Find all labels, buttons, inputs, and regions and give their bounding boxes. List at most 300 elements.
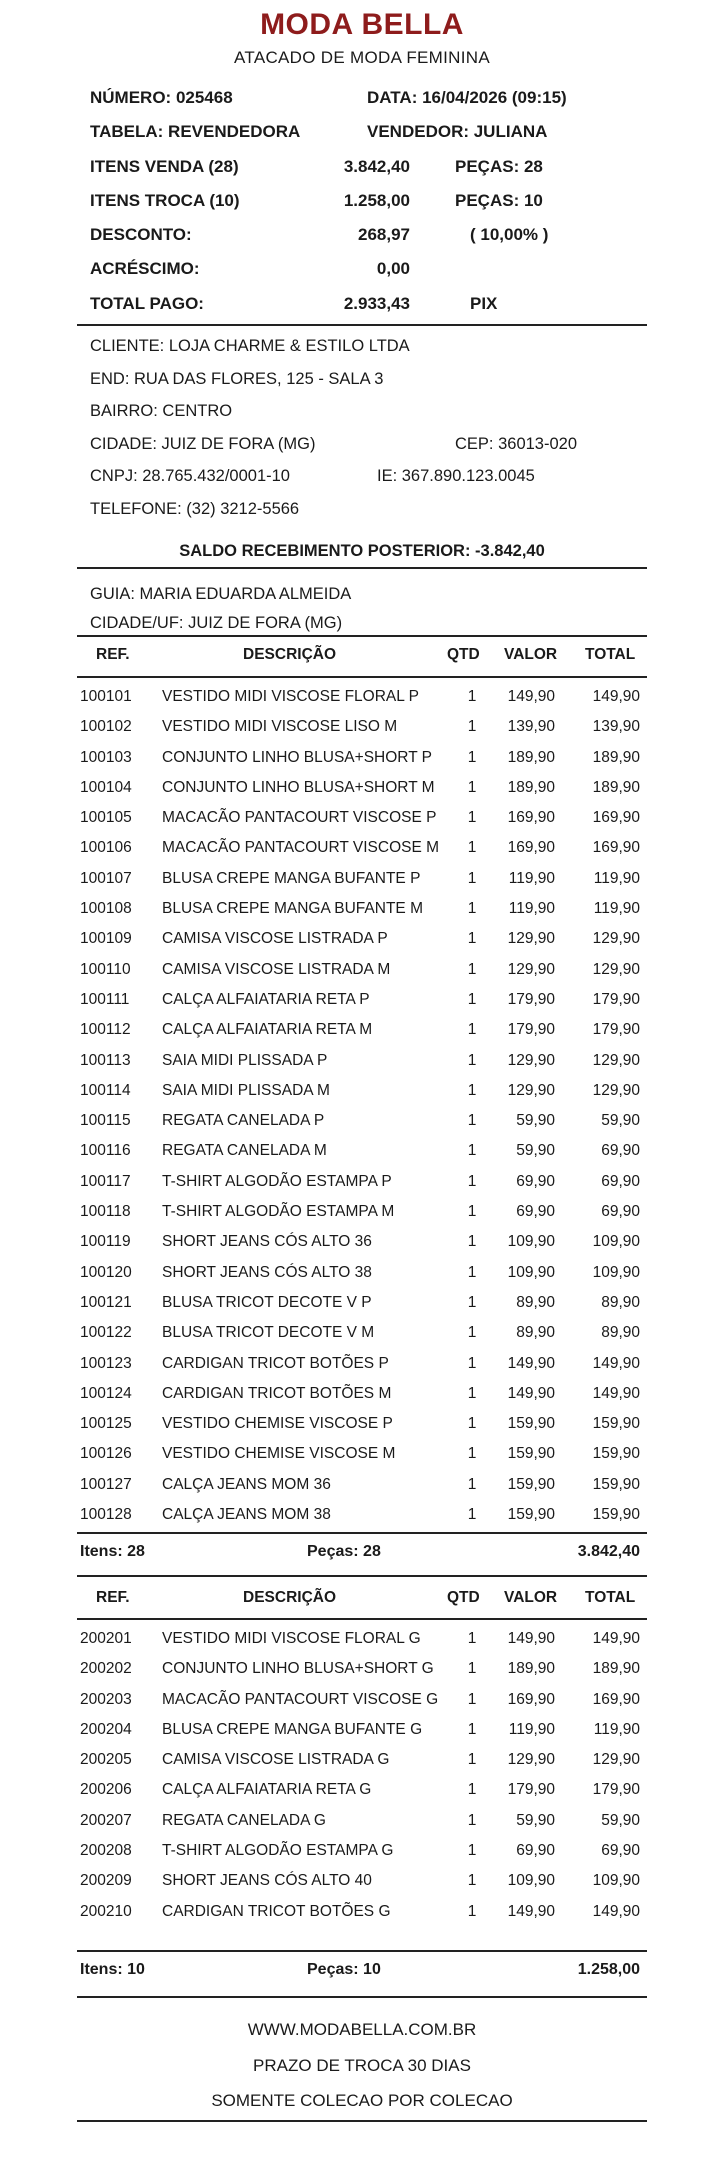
item-value: 109,90 <box>507 1233 555 1251</box>
customer-row <box>90 399 650 432</box>
item-ref: 100125 <box>80 1415 132 1433</box>
item-ref: 200209 <box>80 1872 132 1890</box>
sales-summary-total: 3.842,40 <box>577 1543 640 1560</box>
item-total: 119,90 <box>593 900 640 918</box>
divider <box>77 1618 647 1620</box>
item-value: 129,90 <box>507 1751 555 1769</box>
table-row <box>77 803 647 833</box>
order-date: DATA: 16/04/2026 (09:15) <box>367 88 567 107</box>
store-tagline: ATACADO DE MODA FEMININA <box>234 48 490 67</box>
item-description: CARDIGAN TRICOT BOTÕES P <box>162 1354 389 1372</box>
footer <box>0 2012 724 2119</box>
item-qtd: 1 <box>467 1872 477 1890</box>
item-value: 169,90 <box>507 809 555 827</box>
item-value: 149,90 <box>507 1354 555 1372</box>
exchange-pieces: PEÇAS: 10 <box>455 190 543 210</box>
divider <box>77 324 647 326</box>
table-row <box>77 1167 647 1197</box>
item-total: 129,90 <box>592 960 640 978</box>
table-row <box>77 1409 647 1439</box>
column-description: DESCRIÇÃO <box>243 1589 337 1606</box>
item-total: 159,90 <box>592 1445 640 1463</box>
item-qtd: 1 <box>467 1690 477 1708</box>
item-value: 89,90 <box>516 1324 555 1342</box>
divider <box>77 676 647 678</box>
guide-info <box>90 580 650 638</box>
item-qtd: 1 <box>467 1112 477 1130</box>
table-row <box>77 1500 647 1530</box>
column-ref: REF. <box>96 646 130 663</box>
item-qtd: 1 <box>467 1233 477 1251</box>
item-qtd: 1 <box>467 1781 477 1799</box>
item-value: 129,90 <box>507 960 555 978</box>
item-value: 159,90 <box>507 1506 555 1524</box>
item-ref: 100118 <box>80 1203 131 1221</box>
discount-label: DESCONTO: <box>90 225 192 245</box>
item-total: 159,90 <box>592 1415 640 1433</box>
payment-method: PIX <box>470 293 498 313</box>
item-ref: 100117 <box>80 1172 131 1190</box>
item-qtd: 1 <box>467 1142 477 1160</box>
pending-balance: SALDO RECEBIMENTO POSTERIOR: -3.842,40 <box>179 542 545 560</box>
item-qtd: 1 <box>467 1293 477 1311</box>
item-value: 179,90 <box>507 990 555 1008</box>
item-total: 169,90 <box>592 809 640 827</box>
item-total: 69,90 <box>601 1203 640 1221</box>
sales-items-label: ITENS VENDA (28) <box>90 156 239 176</box>
item-qtd: 1 <box>467 1415 477 1433</box>
exchange-summary-total: 1.258,00 <box>577 1961 640 1978</box>
surcharge-value: 0,00 <box>376 259 410 279</box>
item-qtd: 1 <box>467 1324 477 1342</box>
item-qtd: 1 <box>467 930 477 948</box>
surcharge-label: ACRÉSCIMO: <box>90 259 200 279</box>
item-value: 69,90 <box>516 1203 555 1221</box>
customer-name: CLIENTE: LOJA CHARME & ESTILO LTDA <box>90 337 410 355</box>
item-ref: 100120 <box>80 1263 132 1281</box>
item-ref: 200202 <box>80 1660 132 1678</box>
item-ref: 200207 <box>80 1811 132 1829</box>
item-total: 69,90 <box>601 1172 640 1190</box>
table-row <box>77 1136 647 1166</box>
item-ref: 100116 <box>80 1142 131 1160</box>
item-description: SHORT JEANS CÓS ALTO 40 <box>162 1872 372 1890</box>
item-value: 119,90 <box>508 900 555 918</box>
table-row <box>77 924 647 954</box>
item-total: 149,90 <box>592 1384 640 1402</box>
customer-cnpj: CNPJ: 28.765.432/0001-10 <box>90 467 290 485</box>
item-description: CAMISA VISCOSE LISTRADA M <box>162 960 391 978</box>
item-qtd: 1 <box>467 1842 477 1860</box>
table-row <box>77 1046 647 1076</box>
item-description: VESTIDO CHEMISE VISCOSE M <box>162 1445 396 1463</box>
item-ref: 100109 <box>80 930 132 948</box>
item-description: CALÇA ALFAIATARIA RETA M <box>162 1021 373 1039</box>
header-row-acrescimo <box>90 255 650 289</box>
table-row <box>77 1349 647 1379</box>
item-ref: 200203 <box>80 1690 132 1708</box>
customer-info <box>90 334 650 529</box>
item-total: 149,90 <box>592 688 640 705</box>
item-total: 189,90 <box>592 778 640 796</box>
customer-zip: CEP: 36013-020 <box>455 434 578 453</box>
item-value: 189,90 <box>507 778 555 796</box>
item-qtd: 1 <box>467 1021 477 1039</box>
item-description: MACACÃO PANTACOURT VISCOSE G <box>162 1690 439 1708</box>
table-row <box>77 712 647 742</box>
table-row <box>77 1470 647 1500</box>
item-ref: 100126 <box>80 1445 132 1463</box>
customer-ie: IE: 367.890.123.0045 <box>377 467 535 485</box>
item-description: T-SHIRT ALGODÃO ESTAMPA M <box>162 1203 395 1221</box>
item-total: 69,90 <box>601 1142 640 1160</box>
item-qtd: 1 <box>467 1172 477 1190</box>
item-ref: 200208 <box>80 1842 132 1860</box>
item-qtd: 1 <box>467 1445 477 1463</box>
exchange-table <box>77 1624 647 1927</box>
customer-city: CIDADE: JUIZ DE FORA (MG) <box>90 434 316 453</box>
store-name: MODA BELLA <box>260 8 464 41</box>
table-row <box>77 1806 647 1836</box>
item-qtd: 1 <box>467 1630 477 1647</box>
exchange-summary <box>77 1951 647 1991</box>
sales-items-value: 3.842,40 <box>343 156 410 176</box>
item-qtd: 1 <box>467 748 477 766</box>
item-value: 139,90 <box>507 718 555 736</box>
column-ref: REF. <box>96 1589 130 1606</box>
sales-summary <box>77 1533 647 1573</box>
item-ref: 100101 <box>80 688 132 705</box>
item-value: 119,90 <box>508 1720 555 1738</box>
item-value: 159,90 <box>507 1445 555 1463</box>
item-ref: 100112 <box>80 1021 131 1039</box>
item-ref: 100113 <box>80 1051 131 1069</box>
item-ref: 100114 <box>80 1081 131 1099</box>
item-description: CARDIGAN TRICOT BOTÕES M <box>162 1384 392 1402</box>
item-description: REGATA CANELADA M <box>162 1142 327 1160</box>
column-total: TOTAL <box>585 1589 636 1606</box>
footer-collection-note: SOMENTE COLECAO POR COLECAO <box>211 2091 513 2110</box>
item-ref: 100115 <box>80 1112 131 1130</box>
item-qtd: 1 <box>467 1506 477 1524</box>
item-description: SAIA MIDI PLISSADA P <box>162 1051 328 1069</box>
discount-percent: ( 10,00% ) <box>470 225 549 245</box>
price-table: TABELA: REVENDEDORA <box>90 122 301 142</box>
item-qtd: 1 <box>467 1384 477 1402</box>
item-description: VESTIDO MIDI VISCOSE FLORAL P <box>162 688 419 705</box>
item-description: SHORT JEANS CÓS ALTO 38 <box>162 1263 372 1281</box>
item-total: 89,90 <box>601 1324 640 1342</box>
item-description: T-SHIRT ALGODÃO ESTAMPA G <box>162 1842 394 1860</box>
item-total: 149,90 <box>592 1630 640 1647</box>
item-value: 59,90 <box>516 1811 555 1829</box>
item-description: MACACÃO PANTACOURT VISCOSE P <box>162 809 437 827</box>
item-value: 69,90 <box>516 1172 555 1190</box>
table-row <box>77 743 647 773</box>
item-ref: 100119 <box>80 1233 131 1251</box>
item-qtd: 1 <box>467 1051 477 1069</box>
item-total: 109,90 <box>592 1263 640 1281</box>
total-paid-value: 2.933,43 <box>343 293 410 313</box>
item-ref: 100127 <box>80 1475 132 1493</box>
item-description: BLUSA TRICOT DECOTE V M <box>162 1324 375 1342</box>
item-description: CALÇA ALFAIATARIA RETA G <box>162 1781 372 1799</box>
table-row <box>77 1197 647 1227</box>
item-qtd: 1 <box>467 960 477 978</box>
item-description: REGATA CANELADA G <box>162 1811 326 1829</box>
exchange-summary-pieces: Peças: 10 <box>307 1961 381 1978</box>
sales-pieces: PEÇAS: 28 <box>455 156 543 176</box>
item-qtd: 1 <box>467 900 477 918</box>
order-header <box>90 84 650 324</box>
item-total: 179,90 <box>592 1021 640 1039</box>
item-description: BLUSA TRICOT DECOTE V P <box>162 1293 372 1311</box>
guide-name: GUIA: MARIA EDUARDA ALMEIDA <box>90 585 352 603</box>
item-description: MACACÃO PANTACOURT VISCOSE M <box>162 839 440 857</box>
item-description: REGATA CANELADA P <box>162 1112 325 1130</box>
item-ref: 100102 <box>80 718 132 736</box>
item-ref: 100108 <box>80 900 132 918</box>
item-description: CALÇA JEANS MOM 38 <box>162 1506 331 1524</box>
column-total: TOTAL <box>585 646 636 663</box>
exchange-items-label: ITENS TROCA (10) <box>90 190 240 210</box>
item-value: 189,90 <box>507 1660 555 1678</box>
item-qtd: 1 <box>467 1660 477 1678</box>
item-value: 69,90 <box>516 1842 555 1860</box>
item-qtd: 1 <box>467 1902 477 1920</box>
table-row <box>77 682 647 712</box>
table-row <box>77 1685 647 1715</box>
item-value: 89,90 <box>516 1293 555 1311</box>
item-ref: 100110 <box>80 960 131 978</box>
seller: VENDEDOR: JULIANA <box>367 122 548 142</box>
discount-value: 268,97 <box>358 225 410 245</box>
item-value: 129,90 <box>507 1051 555 1069</box>
item-value: 159,90 <box>507 1415 555 1433</box>
table-row <box>77 1015 647 1045</box>
total-paid-label: TOTAL PAGO: <box>90 293 204 313</box>
item-value: 179,90 <box>507 1021 555 1039</box>
footer-exchange-period: PRAZO DE TROCA 30 DIAS <box>253 2055 471 2075</box>
item-qtd: 1 <box>467 1263 477 1281</box>
table-row <box>77 1866 647 1896</box>
item-ref: 100121 <box>80 1293 132 1311</box>
item-value: 129,90 <box>507 1081 555 1099</box>
table-row <box>77 985 647 1015</box>
item-ref: 100107 <box>80 869 132 887</box>
table-row <box>77 1745 647 1775</box>
item-description: CAMISA VISCOSE LISTRADA P <box>162 930 388 948</box>
item-description: VESTIDO MIDI VISCOSE LISO M <box>162 718 398 736</box>
item-qtd: 1 <box>467 688 477 705</box>
item-total: 129,90 <box>592 1751 640 1769</box>
item-value: 109,90 <box>507 1263 555 1281</box>
header-row-desconto <box>90 221 650 255</box>
item-ref: 100122 <box>80 1324 132 1342</box>
table-row <box>77 1775 647 1805</box>
item-total: 149,90 <box>592 1354 640 1372</box>
item-ref: 200201 <box>80 1630 132 1647</box>
column-qtd: QTD <box>447 1589 480 1606</box>
table-row <box>77 1654 647 1684</box>
item-total: 129,90 <box>592 1081 640 1099</box>
item-description: CARDIGAN TRICOT BOTÕES G <box>162 1902 391 1920</box>
customer-row <box>90 334 650 367</box>
header-row-tabela <box>90 118 650 152</box>
item-value: 179,90 <box>507 1781 555 1799</box>
sales-summary-items: Itens: 28 <box>80 1543 145 1560</box>
item-value: 169,90 <box>507 839 555 857</box>
item-value: 109,90 <box>507 1872 555 1890</box>
item-total: 109,90 <box>592 1233 640 1251</box>
item-description: VESTIDO MIDI VISCOSE FLORAL G <box>162 1630 421 1647</box>
item-qtd: 1 <box>467 1720 477 1738</box>
item-ref: 100123 <box>80 1354 132 1372</box>
item-total: 59,90 <box>601 1112 640 1130</box>
item-value: 149,90 <box>507 1902 555 1920</box>
item-value: 59,90 <box>516 1142 555 1160</box>
item-value: 129,90 <box>507 930 555 948</box>
item-description: BLUSA CREPE MANGA BUFANTE M <box>162 900 423 918</box>
item-description: SHORT JEANS CÓS ALTO 36 <box>162 1233 372 1251</box>
item-qtd: 1 <box>467 778 477 796</box>
table-row <box>77 773 647 803</box>
item-total: 109,90 <box>592 1872 640 1890</box>
item-ref: 200205 <box>80 1751 132 1769</box>
item-description: SAIA MIDI PLISSADA M <box>162 1081 330 1099</box>
item-description: CONJUNTO LINHO BLUSA+SHORT P <box>162 748 433 766</box>
table-row <box>77 1897 647 1927</box>
footer-website: WWW.MODABELLA.COM.BR <box>247 2020 477 2039</box>
guide-city: CIDADE/UF: JUIZ DE FORA (MG) <box>90 614 343 632</box>
item-description: T-SHIRT ALGODÃO ESTAMPA P <box>162 1172 392 1190</box>
customer-phone: TELEFONE: (32) 3212-5566 <box>90 499 300 518</box>
item-qtd: 1 <box>467 718 477 736</box>
item-total: 189,90 <box>592 1660 640 1678</box>
item-value: 149,90 <box>507 1630 555 1647</box>
item-total: 169,90 <box>592 839 640 857</box>
item-value: 159,90 <box>507 1475 555 1493</box>
table-row <box>77 1106 647 1136</box>
table-row <box>77 894 647 924</box>
item-qtd: 1 <box>467 809 477 827</box>
item-total: 129,90 <box>592 930 640 948</box>
item-total: 69,90 <box>601 1842 640 1860</box>
table-row <box>77 955 647 985</box>
column-qtd: QTD <box>447 646 480 663</box>
table-row <box>77 1624 647 1654</box>
table-row <box>77 1715 647 1745</box>
item-description: CAMISA VISCOSE LISTRADA G <box>162 1751 390 1769</box>
item-total: 179,90 <box>592 1781 640 1799</box>
table-row <box>77 864 647 894</box>
table-row <box>77 1379 647 1409</box>
item-ref: 100106 <box>80 839 132 857</box>
table-row <box>77 1258 647 1288</box>
item-qtd: 1 <box>467 869 477 887</box>
customer-district: BAIRRO: CENTRO <box>90 402 233 420</box>
item-total: 149,90 <box>592 1902 640 1920</box>
column-value: VALOR <box>504 1589 558 1606</box>
item-ref: 100105 <box>80 809 132 827</box>
item-ref: 100103 <box>80 748 132 766</box>
customer-row <box>90 432 650 465</box>
item-ref: 100104 <box>80 778 132 796</box>
item-qtd: 1 <box>467 1811 477 1829</box>
item-description: BLUSA CREPE MANGA BUFANTE G <box>162 1720 423 1738</box>
item-qtd: 1 <box>467 1203 477 1221</box>
sales-table-header <box>77 635 647 675</box>
item-qtd: 1 <box>467 1751 477 1769</box>
item-qtd: 1 <box>467 1081 477 1099</box>
header-row-itens-troca <box>90 187 650 221</box>
item-total: 59,90 <box>601 1811 640 1829</box>
header-row-numero <box>90 84 650 118</box>
item-description: CONJUNTO LINHO BLUSA+SHORT M <box>162 778 435 796</box>
customer-row <box>90 464 650 497</box>
item-qtd: 1 <box>467 1354 477 1372</box>
item-total: 179,90 <box>592 990 640 1008</box>
item-total: 189,90 <box>592 748 640 766</box>
customer-row <box>90 367 650 400</box>
item-value: 149,90 <box>507 1384 555 1402</box>
column-description: DESCRIÇÃO <box>243 646 337 663</box>
item-total: 89,90 <box>601 1293 640 1311</box>
exchange-items-value: 1.258,00 <box>343 190 410 210</box>
item-value: 119,90 <box>508 869 555 887</box>
divider <box>77 567 647 569</box>
exchange-table-header <box>77 1578 647 1618</box>
item-ref: 200204 <box>80 1720 132 1738</box>
item-value: 149,90 <box>507 688 555 705</box>
item-total: 159,90 <box>592 1475 640 1493</box>
column-value: VALOR <box>504 646 558 663</box>
exchange-summary-items: Itens: 10 <box>80 1961 145 1978</box>
item-value: 169,90 <box>507 1690 555 1708</box>
customer-address: END: RUA DAS FLORES, 125 - SALA 3 <box>90 369 384 388</box>
customer-row <box>90 497 650 530</box>
item-total: 169,90 <box>592 1690 640 1708</box>
divider <box>77 2120 647 2122</box>
item-qtd: 1 <box>467 990 477 1008</box>
table-row <box>77 1288 647 1318</box>
table-row <box>77 1076 647 1106</box>
item-ref: 100111 <box>80 990 130 1008</box>
item-ref: 200210 <box>80 1902 132 1920</box>
table-row <box>77 1318 647 1348</box>
item-description: CALÇA ALFAIATARIA RETA P <box>162 990 370 1008</box>
item-value: 189,90 <box>507 748 555 766</box>
item-ref: 100124 <box>80 1384 132 1402</box>
table-row <box>77 833 647 863</box>
item-ref: 100128 <box>80 1506 132 1524</box>
table-row <box>77 1227 647 1257</box>
item-total: 159,90 <box>592 1506 640 1524</box>
header-row-itens-venda <box>90 153 650 187</box>
item-total: 129,90 <box>592 1051 640 1069</box>
item-qtd: 1 <box>467 1475 477 1493</box>
table-row <box>77 1439 647 1469</box>
table-row <box>77 1836 647 1866</box>
item-ref: 200206 <box>80 1781 132 1799</box>
divider <box>77 1575 647 1577</box>
item-total: 139,90 <box>592 718 640 736</box>
item-value: 59,90 <box>516 1112 555 1130</box>
sales-summary-pieces: Peças: 28 <box>307 1543 381 1560</box>
item-description: BLUSA CREPE MANGA BUFANTE P <box>162 869 421 887</box>
item-description: VESTIDO CHEMISE VISCOSE P <box>162 1415 393 1433</box>
item-qtd: 1 <box>467 839 477 857</box>
